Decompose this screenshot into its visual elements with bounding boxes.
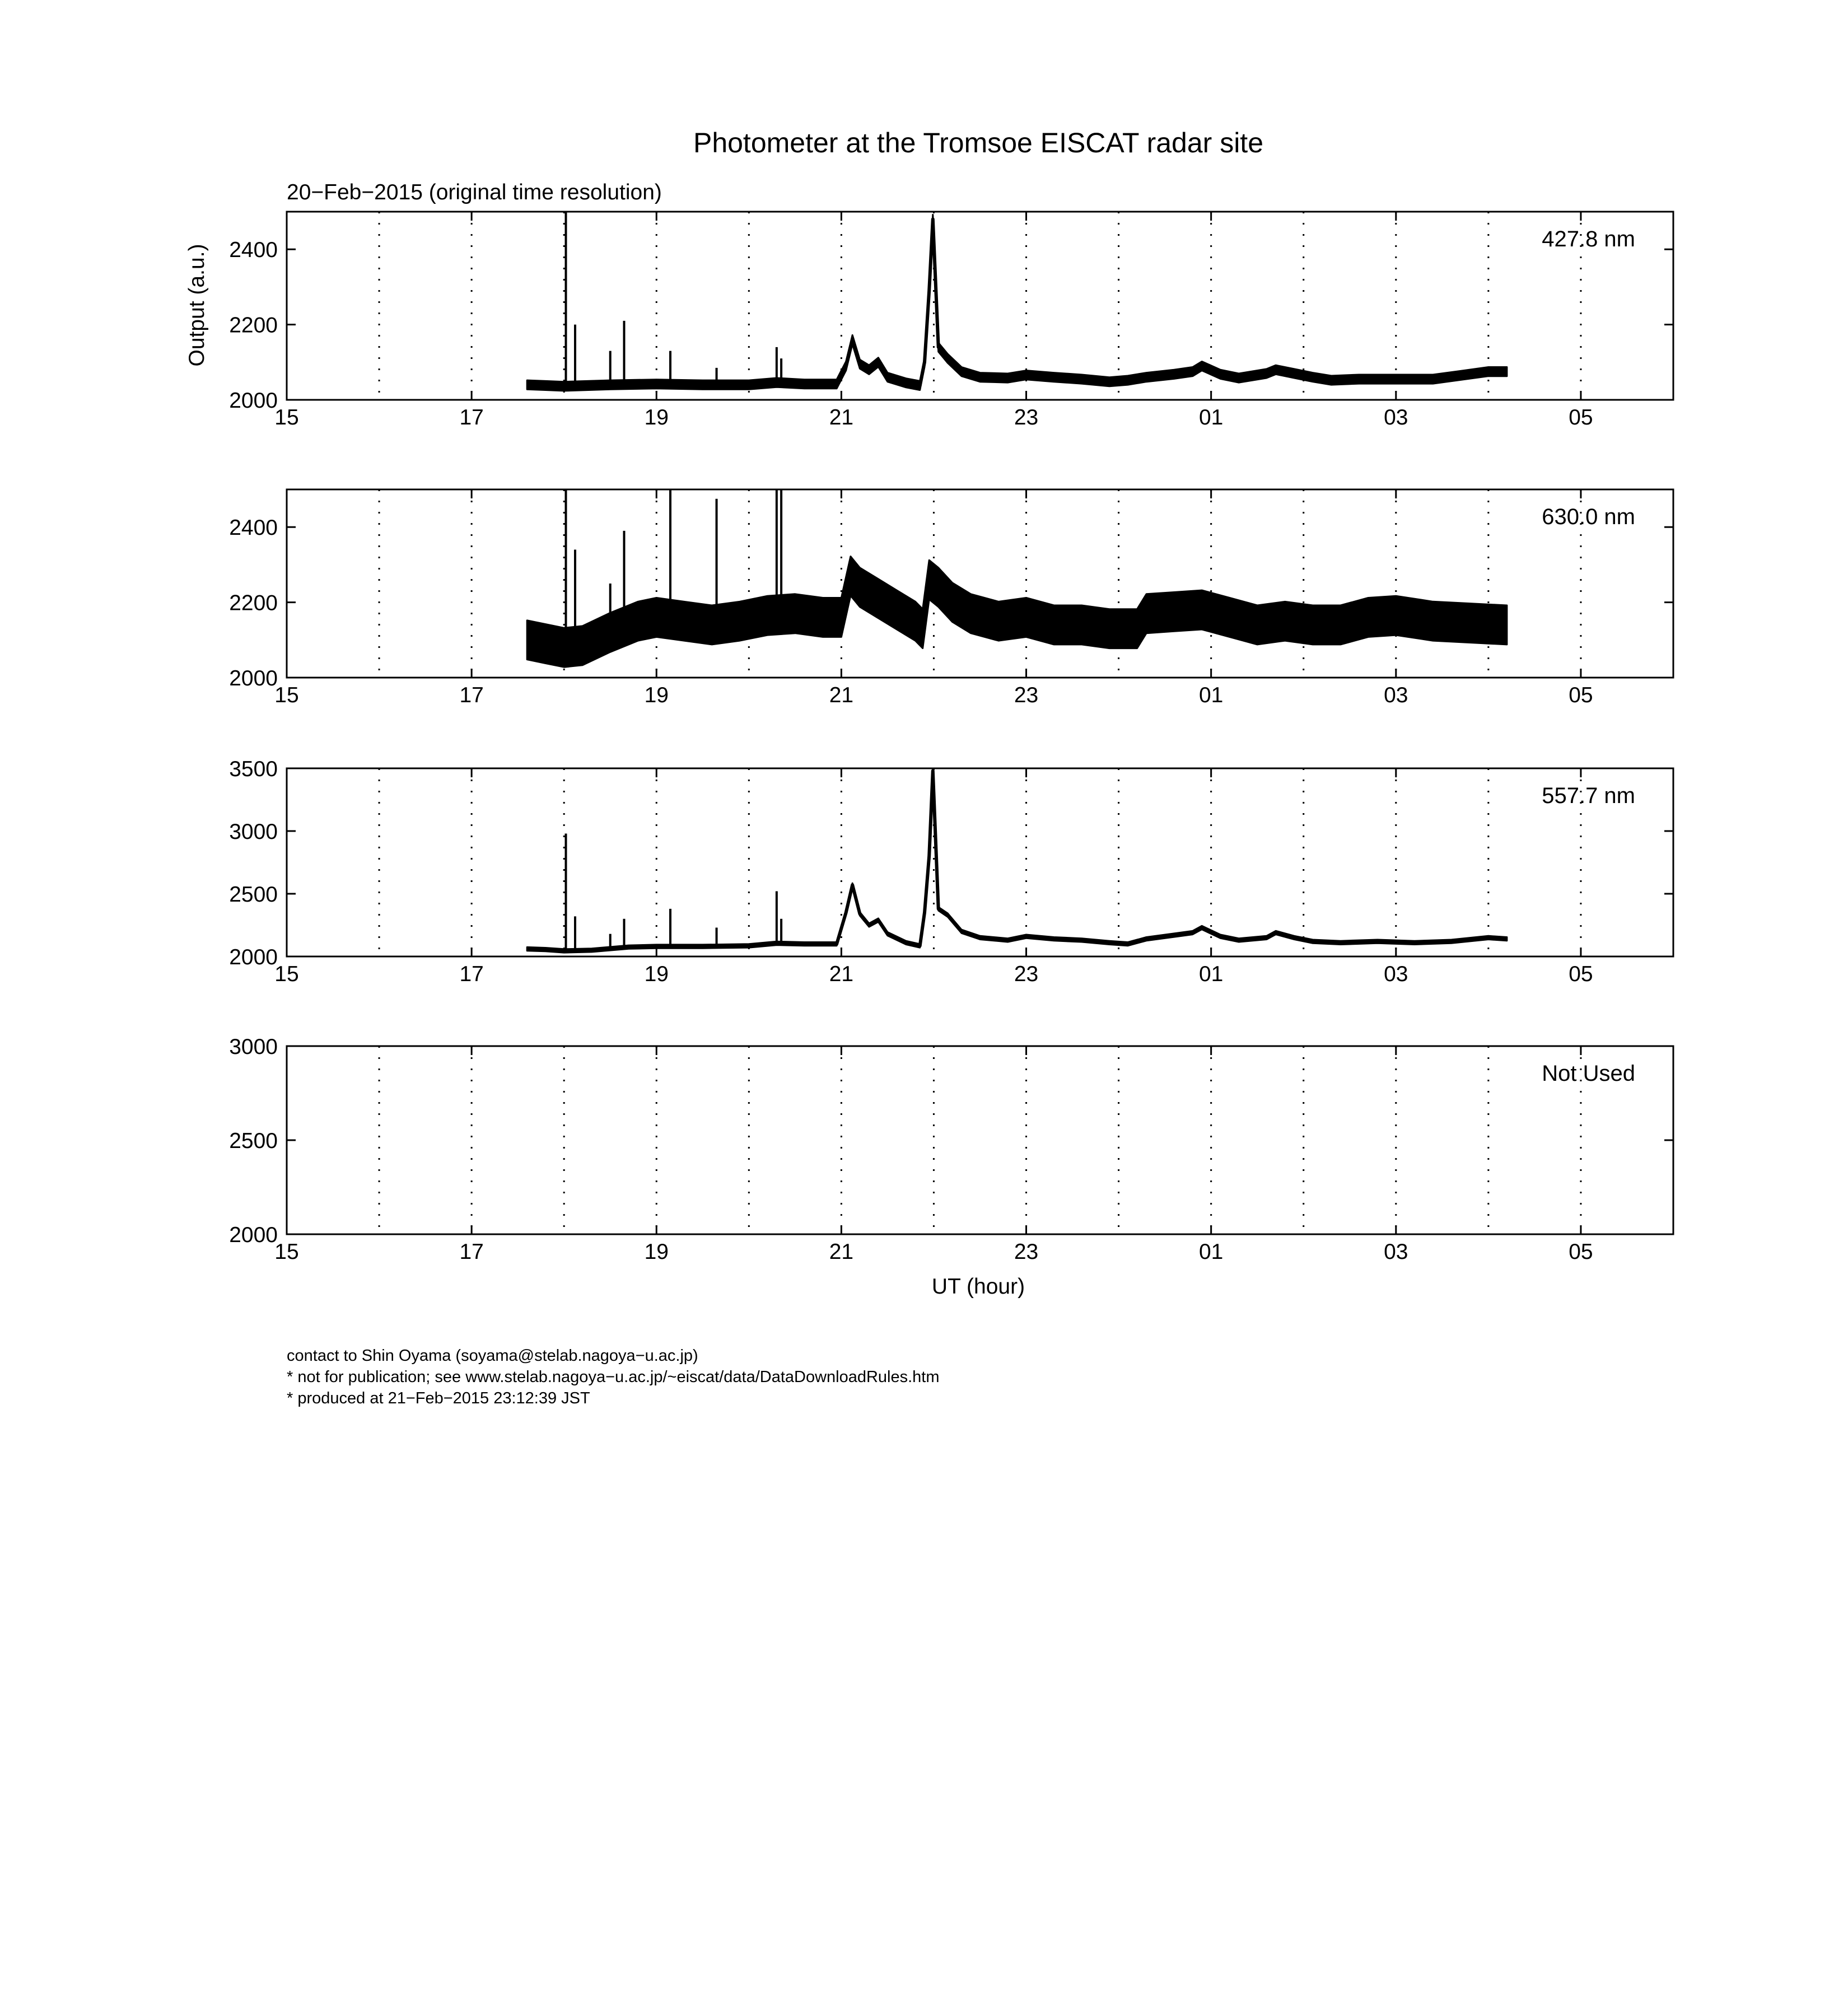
panel-wavelength-label: 557.7 nm bbox=[1542, 783, 1635, 808]
x-tick-label: 03 bbox=[1384, 683, 1408, 707]
x-tick-label: 17 bbox=[459, 962, 484, 986]
x-tick-label: 23 bbox=[1014, 962, 1039, 986]
x-axis-label: UT (hour) bbox=[931, 1275, 1025, 1299]
footer-notes bbox=[287, 1345, 940, 1409]
y-tick-label: 2200 bbox=[229, 313, 278, 338]
panel-1 bbox=[229, 212, 1673, 430]
x-tick-label: 19 bbox=[644, 1240, 669, 1264]
axes-frame bbox=[287, 768, 1673, 956]
x-tick-label: 01 bbox=[1198, 1240, 1224, 1264]
panel-wavelength-label: 630.0 nm bbox=[1542, 505, 1635, 529]
y-tick-label: 2500 bbox=[229, 883, 278, 907]
x-tick-label: 15 bbox=[274, 683, 299, 707]
series-noise-band bbox=[527, 214, 1507, 391]
x-tick-label: 17 bbox=[459, 683, 484, 707]
x-tick-label: 19 bbox=[644, 405, 669, 430]
y-tick-label: 3000 bbox=[229, 1035, 278, 1059]
x-tick-label: 01 bbox=[1198, 405, 1224, 430]
y-tick-label: 2400 bbox=[229, 516, 278, 540]
y-tick-label: 2000 bbox=[229, 1223, 278, 1247]
y-tick-label: 2400 bbox=[229, 238, 278, 263]
x-tick-label: 23 bbox=[1014, 683, 1039, 707]
x-tick-label: 19 bbox=[644, 683, 669, 707]
chart-subtitle: 20−Feb−2015 (original time resolution) bbox=[287, 180, 662, 204]
x-tick-label: 05 bbox=[1569, 1240, 1593, 1264]
axes-frame bbox=[287, 489, 1673, 678]
footer-produced-note: * produced at 21−Feb−2015 23:12:39 JST bbox=[287, 1389, 590, 1407]
x-tick-label: 05 bbox=[1569, 962, 1593, 986]
x-tick-label: 19 bbox=[644, 962, 669, 986]
panel-2 bbox=[229, 489, 1673, 707]
x-tick-label: 03 bbox=[1384, 1240, 1408, 1264]
x-tick-label: 03 bbox=[1384, 405, 1408, 430]
panel-3 bbox=[229, 757, 1673, 986]
x-tick-label: 15 bbox=[274, 962, 299, 986]
y-tick-label: 2000 bbox=[229, 389, 278, 413]
series-line-1 bbox=[527, 219, 1507, 386]
y-tick-label: 3500 bbox=[229, 757, 278, 781]
series-line-1 bbox=[527, 771, 1507, 951]
x-tick-label: 17 bbox=[459, 1240, 484, 1264]
y-tick-label: 3000 bbox=[229, 820, 278, 844]
series-noise-band bbox=[527, 557, 1507, 668]
x-tick-label: 17 bbox=[459, 405, 484, 430]
series-noise-band bbox=[527, 769, 1507, 953]
panels bbox=[229, 212, 1673, 1264]
x-tick-label: 21 bbox=[829, 405, 854, 430]
x-tick-label: 03 bbox=[1384, 962, 1408, 986]
x-tick-label: 05 bbox=[1569, 683, 1593, 707]
x-tick-label: 15 bbox=[274, 1240, 299, 1264]
axes-frame bbox=[287, 1046, 1673, 1234]
panel-4 bbox=[229, 1035, 1673, 1264]
chart-title: Photometer at the Tromsoe EISCAT radar site bbox=[693, 127, 1264, 158]
x-tick-label: 01 bbox=[1198, 683, 1224, 707]
panel-wavelength-label: Not Used bbox=[1542, 1061, 1635, 1086]
x-tick-label: 05 bbox=[1569, 405, 1593, 430]
panel-wavelength-label: 427.8 nm bbox=[1542, 227, 1635, 251]
x-tick-label: 21 bbox=[829, 683, 854, 707]
y-tick-label: 2200 bbox=[229, 591, 278, 615]
x-tick-label: 23 bbox=[1014, 405, 1039, 430]
footer-contact: contact to Shin Oyama (soyama@stelab.nagoya−u.ac.jp) bbox=[287, 1347, 698, 1365]
footer-publication-note: * not for publication; see www.stelab.nagoya−u.ac.jp/~eiscat/data/DataDownloadRules.htm bbox=[287, 1368, 940, 1386]
x-tick-label: 21 bbox=[829, 1240, 854, 1264]
y-tick-label: 2500 bbox=[229, 1129, 278, 1153]
y-tick-label: 2000 bbox=[229, 945, 278, 969]
x-tick-label: 21 bbox=[829, 962, 854, 986]
y-axis-label: Output (a.u.) bbox=[185, 244, 209, 367]
x-tick-label: 23 bbox=[1014, 1240, 1039, 1264]
x-tick-label: 01 bbox=[1198, 962, 1224, 986]
y-tick-label: 2000 bbox=[229, 666, 278, 690]
x-tick-label: 15 bbox=[274, 405, 299, 430]
